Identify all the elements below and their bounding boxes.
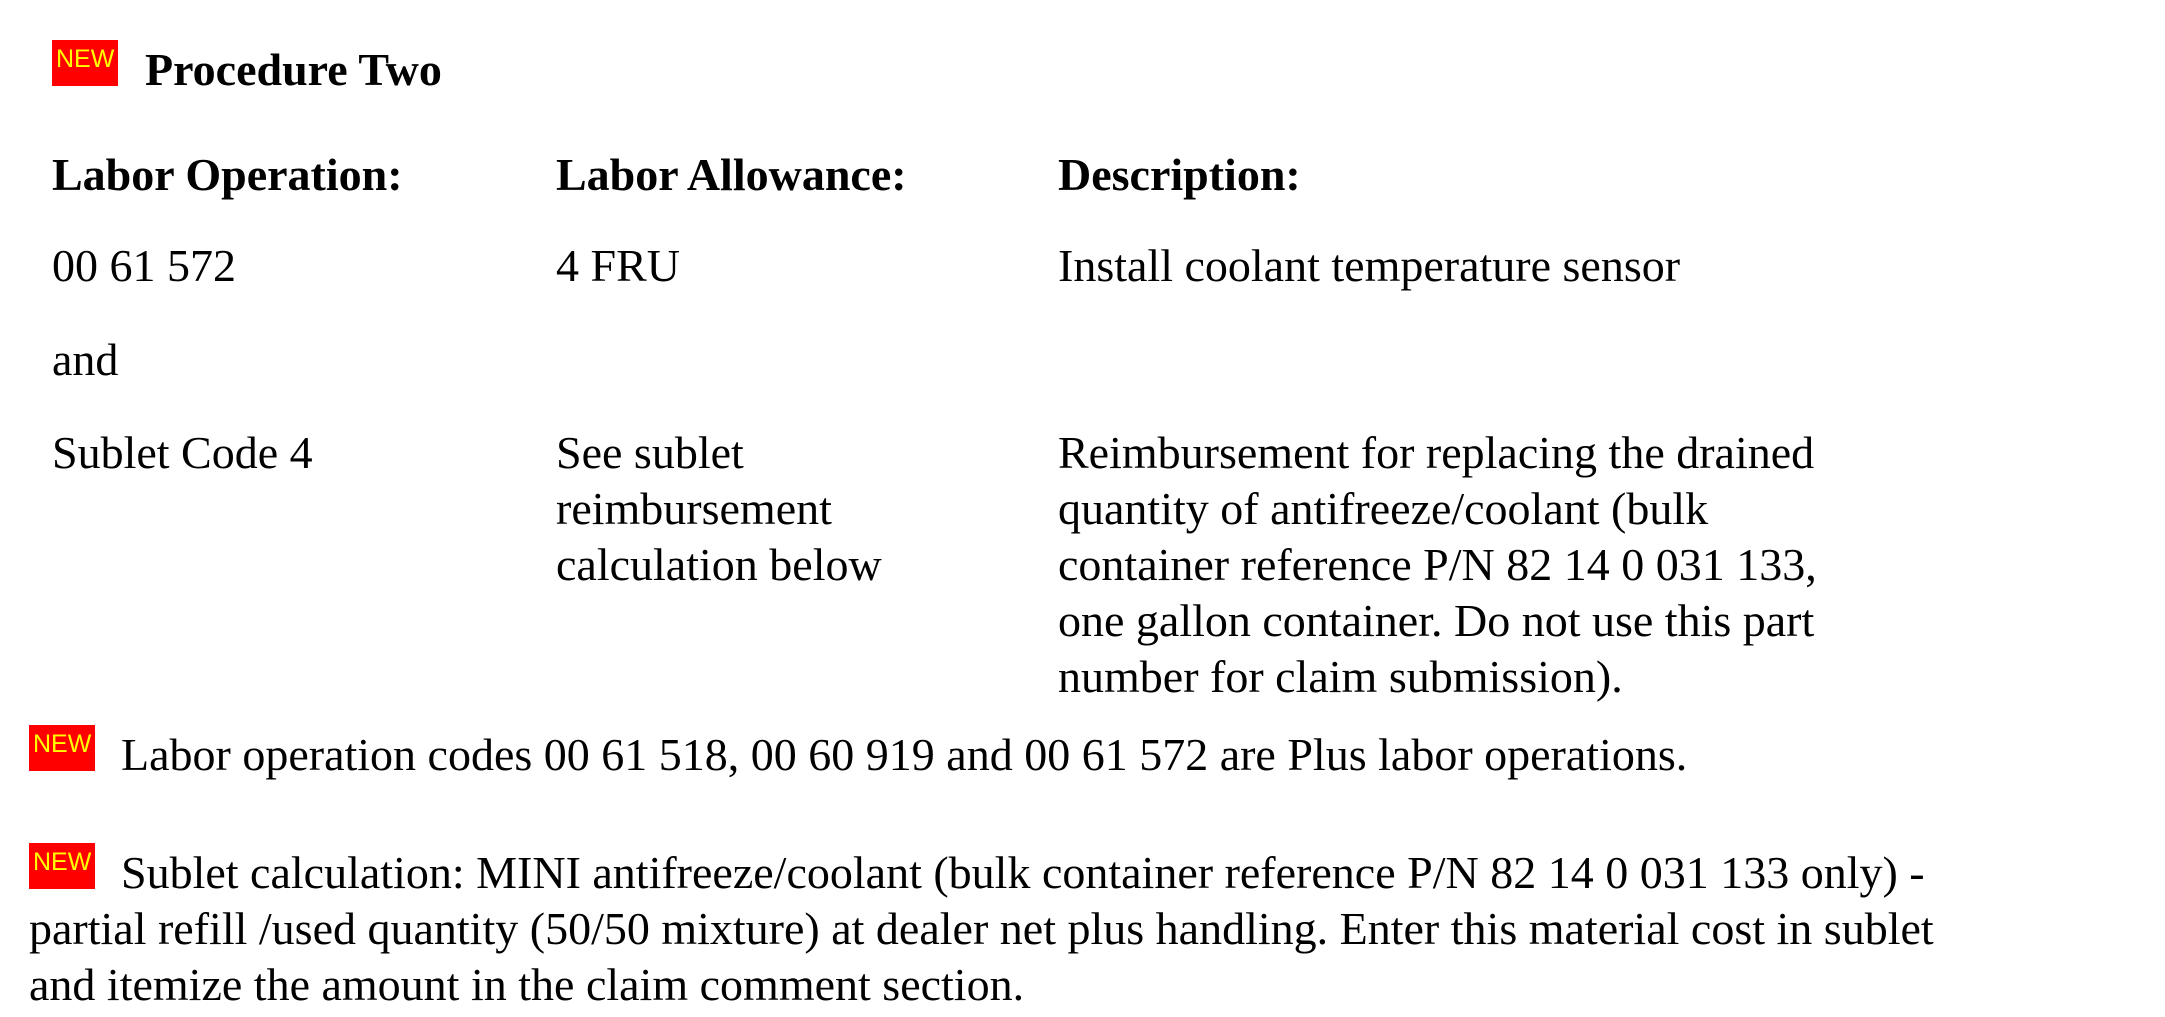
row-connector-and: and — [52, 334, 119, 385]
row-3-description-line-4: one gallon container. Do not use this part — [1058, 595, 1815, 646]
row-3-description-line-3: container reference P/N 82 14 0 031 133, — [1058, 539, 1817, 590]
page-title: Procedure Two — [145, 44, 442, 95]
row-3-labor-allowance-line-2: reimbursement — [556, 483, 832, 534]
header-description: Description: — [1058, 149, 1301, 200]
row-3-labor-operation: Sublet Code 4 — [52, 427, 313, 478]
header-labor-allowance: Labor Allowance: — [556, 149, 907, 200]
note-sublet-calculation-line-1: Sublet calculation: MINI antifreeze/coolant (bulk container reference P/N 82 14 0 031 133 only) - — [121, 847, 1925, 898]
row-3-description-line-2: quantity of antifreeze/coolant (bulk — [1058, 483, 1709, 534]
note-plus-labor-operations: Labor operation codes 00 61 518, 00 60 919 and 00 61 572 are Plus labor operations. — [121, 729, 1688, 780]
new-badge-note-1: NEW — [29, 725, 95, 771]
row-1-description: Install coolant temperature sensor — [1058, 240, 1681, 291]
row-1-labor-operation: 00 61 572 — [52, 240, 236, 291]
new-badge-note-2: NEW — [29, 843, 95, 889]
row-3-description-line-5: number for claim submission). — [1058, 651, 1623, 702]
row-1-labor-allowance: 4 FRU — [556, 240, 680, 291]
row-3-labor-allowance-line-1: See sublet — [556, 427, 744, 478]
note-sublet-calculation-line-3: and itemize the amount in the claim comment section. — [29, 959, 1025, 1010]
note-sublet-calculation-line-2: partial refill /used quantity (50/50 mixture) at dealer net plus handling. Enter this material cost in sublet — [29, 903, 1934, 954]
header-labor-operation: Labor Operation: — [52, 149, 403, 200]
new-badge-title: NEW — [52, 40, 118, 86]
row-3-labor-allowance-line-3: calculation below — [556, 539, 882, 590]
row-3-description-line-1: Reimbursement for replacing the drained — [1058, 427, 1815, 478]
